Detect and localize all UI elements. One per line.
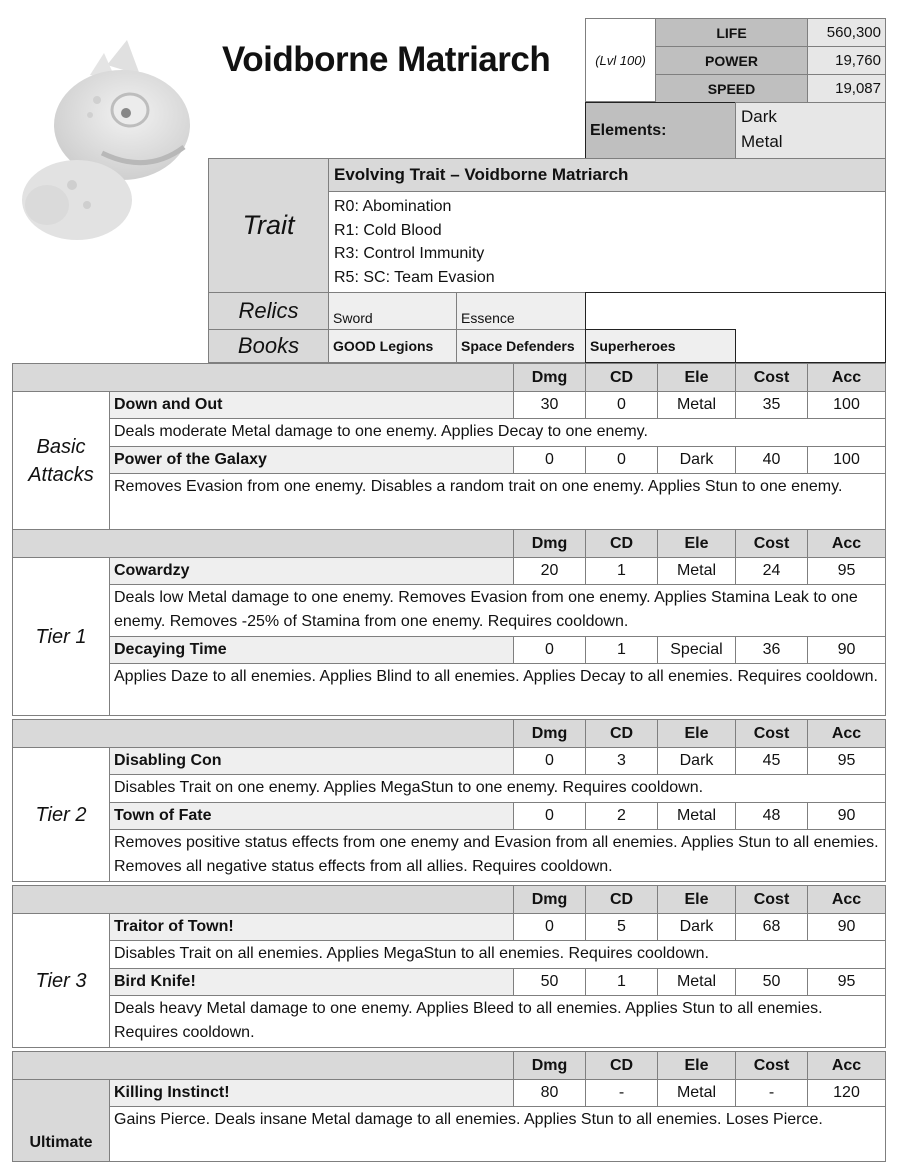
column-header-acc: Acc (807, 719, 886, 748)
relic-sword: Sword (328, 292, 457, 330)
move-ele: Metal (657, 557, 736, 585)
move-description: Disables Trait on one enemy. Applies MegaStun to one enemy. Requires cooldown. (109, 774, 886, 803)
move-name: Killing Instinct! (109, 1079, 514, 1107)
move-name: Traitor of Town! (109, 913, 514, 941)
move-description: Deals moderate Metal damage to one enemy. Applies Decay to one enemy. (109, 418, 886, 447)
move-cd: - (585, 1079, 658, 1107)
move-acc: 95 (807, 747, 886, 775)
column-header-ele: Ele (657, 529, 736, 558)
column-header-cd: CD (585, 1051, 658, 1080)
move-ele: Metal (657, 391, 736, 419)
elements-label: Elements: (585, 102, 736, 159)
column-header-cd: CD (585, 885, 658, 914)
column-header-cd: CD (585, 719, 658, 748)
move-cd: 0 (585, 446, 658, 474)
move-acc: 100 (807, 446, 886, 474)
moves-header-spacer (12, 885, 515, 914)
move-dmg: 50 (513, 968, 586, 996)
life-value: 560,300 (807, 18, 886, 47)
group-label-ultimate: Ultimate (12, 1079, 110, 1162)
move-description: Deals heavy Metal damage to one enemy. Applies Bleed to all enemies. Applies Stun to all enemies. Requires cooldown. (109, 995, 886, 1048)
column-header-cd: CD (585, 529, 658, 558)
moves-header-spacer (12, 1051, 515, 1080)
move-name: Decaying Time (109, 636, 514, 664)
move-cost: 40 (735, 446, 808, 474)
life-label: LIFE (655, 18, 808, 47)
moves-header-spacer (12, 719, 515, 748)
move-cd: 1 (585, 557, 658, 585)
move-name: Disabling Con (109, 747, 514, 775)
book-space-defenders: Space Defenders (456, 329, 586, 363)
move-cost: 36 (735, 636, 808, 664)
move-cd: 1 (585, 636, 658, 664)
trait-ranks (328, 191, 886, 293)
move-acc: 95 (807, 557, 886, 585)
move-dmg: 30 (513, 391, 586, 419)
move-description: Gains Pierce. Deals insane Metal damage to all enemies. Applies Stun to all enemies. Loses Pierce. (109, 1106, 886, 1162)
move-acc: 90 (807, 802, 886, 830)
move-cd: 0 (585, 391, 658, 419)
move-name: Power of the Galaxy (109, 446, 514, 474)
level-label: (Lvl 100) (585, 18, 656, 102)
move-ele: Metal (657, 968, 736, 996)
move-name: Town of Fate (109, 802, 514, 830)
column-header-cost: Cost (735, 363, 808, 392)
column-header-dmg: Dmg (513, 529, 586, 558)
column-header-ele: Ele (657, 719, 736, 748)
move-cost: 50 (735, 968, 808, 996)
move-acc: 90 (807, 636, 886, 664)
move-description: Deals low Metal damage to one enemy. Removes Evasion from one enemy. Applies Stamina Leak to one enemy. Removes -25% of Stamina from one enemy. Requires cooldown. (109, 584, 886, 637)
move-description: Removes Evasion from one enemy. Disables a random trait on one enemy. Applies Stun to one enemy. (109, 473, 886, 530)
trait-rank: R1: Cold Blood (334, 221, 442, 239)
move-description: Removes positive status effects from one enemy and Evasion from all enemies. Applies Stun to all enemies. Removes all negative status effects from all allies. Requires cooldown. (109, 829, 886, 882)
move-ele: Dark (657, 446, 736, 474)
move-name: Bird Knife! (109, 968, 514, 996)
group-label-tier-1: Tier 1 (12, 557, 110, 716)
move-cd: 2 (585, 802, 658, 830)
move-dmg: 0 (513, 913, 586, 941)
move-cd: 5 (585, 913, 658, 941)
column-header-cost: Cost (735, 885, 808, 914)
column-header-ele: Ele (657, 885, 736, 914)
column-header-acc: Acc (807, 529, 886, 558)
trait-rank: R5: SC: Team Evasion (334, 268, 495, 286)
relic-essence: Essence (456, 292, 586, 330)
move-cost: 35 (735, 391, 808, 419)
move-ele: Special (657, 636, 736, 664)
power-label: POWER (655, 46, 808, 75)
move-cost: 48 (735, 802, 808, 830)
move-cd: 3 (585, 747, 658, 775)
book-good-legions: GOOD Legions (328, 329, 457, 363)
move-ele: Metal (657, 1079, 736, 1107)
trait-title: Evolving Trait – Voidborne Matriarch (328, 158, 886, 192)
move-cost: 24 (735, 557, 808, 585)
move-cost: 45 (735, 747, 808, 775)
group-label-tier-2: Tier 2 (12, 747, 110, 882)
column-header-dmg: Dmg (513, 363, 586, 392)
move-ele: Dark (657, 747, 736, 775)
column-header-acc: Acc (807, 363, 886, 392)
move-name: Cowardzy (109, 557, 514, 585)
move-dmg: 0 (513, 802, 586, 830)
move-acc: 95 (807, 968, 886, 996)
column-header-cost: Cost (735, 1051, 808, 1080)
book-superheroes: Superheroes (585, 329, 736, 363)
column-header-ele: Ele (657, 363, 736, 392)
move-cost: - (735, 1079, 808, 1107)
column-header-acc: Acc (807, 885, 886, 914)
trait-section-label: Trait (208, 158, 329, 293)
move-acc: 120 (807, 1079, 886, 1107)
column-header-ele: Ele (657, 1051, 736, 1080)
move-dmg: 80 (513, 1079, 586, 1107)
character-name: Voidborne Matriarch (222, 40, 551, 79)
group-label-tier-3: Tier 3 (12, 913, 110, 1048)
move-dmg: 0 (513, 747, 586, 775)
move-acc: 100 (807, 391, 886, 419)
element-metal: Metal (741, 132, 783, 151)
move-ele: Dark (657, 913, 736, 941)
books-section-label: Books (208, 329, 329, 363)
relics-section-label: Relics (208, 292, 329, 330)
trait-rank: R3: Control Immunity (334, 245, 485, 262)
column-header-cd: CD (585, 363, 658, 392)
power-value: 19,760 (807, 46, 886, 75)
move-description: Disables Trait on all enemies. Applies MegaStun to all enemies. Requires cooldown. (109, 940, 886, 969)
speed-value: 19,087 (807, 74, 886, 103)
move-cd: 1 (585, 968, 658, 996)
moves-header-spacer (12, 529, 515, 558)
moves-header-spacer (12, 363, 515, 392)
column-header-cost: Cost (735, 719, 808, 748)
element-dark: Dark (741, 107, 777, 126)
move-description: Applies Daze to all enemies. Applies Blind to all enemies. Applies Decay to all enemies. Requires cooldown. (109, 663, 886, 716)
speed-label: SPEED (655, 74, 808, 103)
fish-monster-portrait-icon (12, 35, 212, 245)
column-header-cost: Cost (735, 529, 808, 558)
move-cost: 68 (735, 913, 808, 941)
move-name: Down and Out (109, 391, 514, 419)
column-header-dmg: Dmg (513, 1051, 586, 1080)
move-dmg: 0 (513, 446, 586, 474)
move-dmg: 20 (513, 557, 586, 585)
move-ele: Metal (657, 802, 736, 830)
elements-list (735, 102, 886, 159)
column-header-dmg: Dmg (513, 885, 586, 914)
move-dmg: 0 (513, 636, 586, 664)
group-label-basic-attacks: Basic Attacks (12, 391, 110, 530)
column-header-dmg: Dmg (513, 719, 586, 748)
trait-rank: R0: Abomination (334, 198, 452, 215)
column-header-acc: Acc (807, 1051, 886, 1080)
move-acc: 90 (807, 913, 886, 941)
